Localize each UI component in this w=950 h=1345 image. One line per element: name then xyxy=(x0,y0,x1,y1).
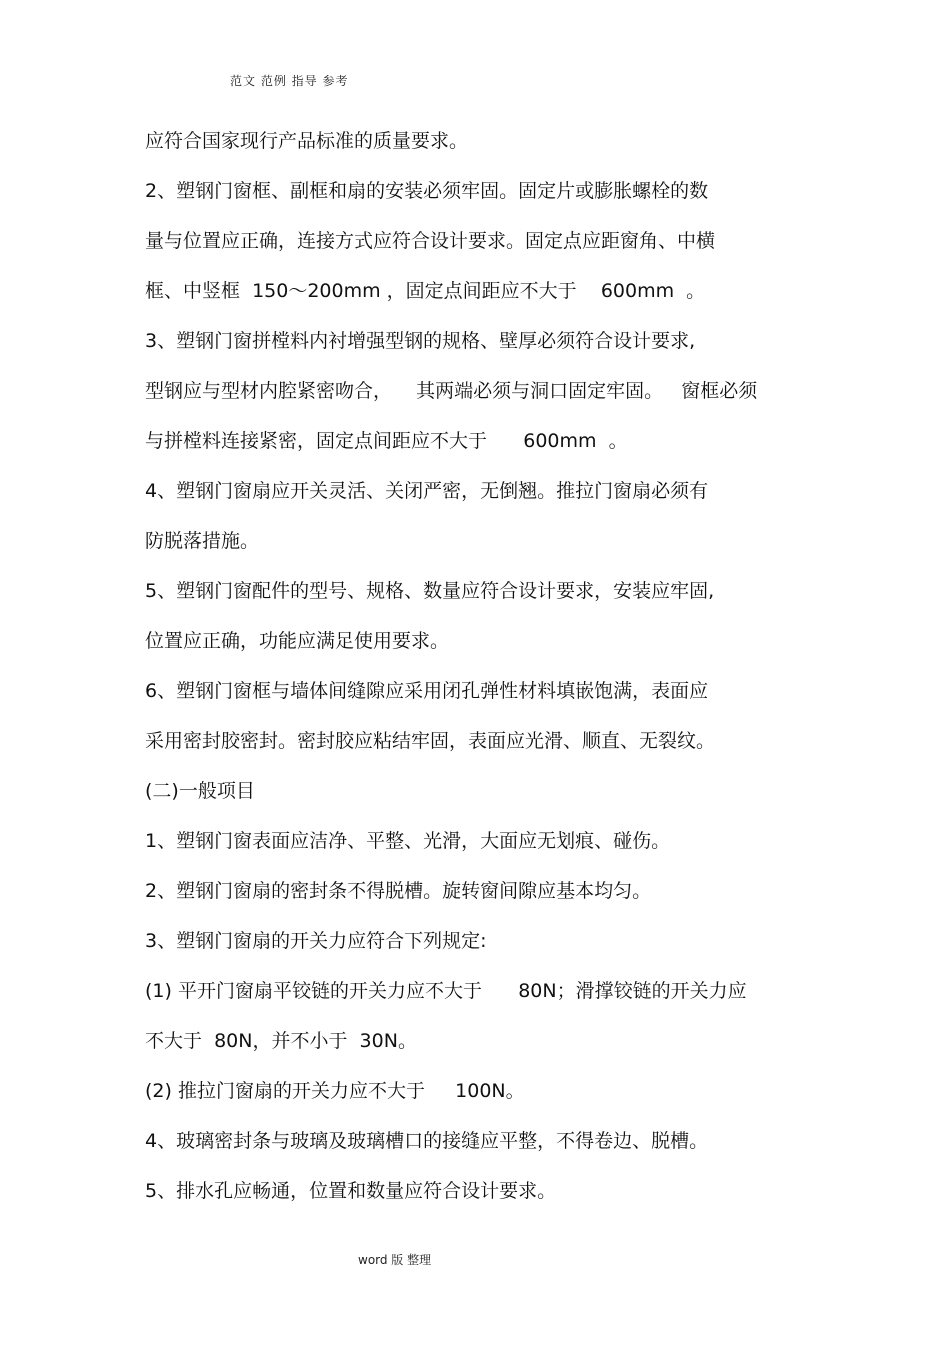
text-line: (2) 推拉门窗扇的开关力应不大于 100N。 xyxy=(145,1080,525,1102)
page-header: 范文 范例 指导 参考 xyxy=(230,74,349,88)
text-line: 位置应正确，功能应满足使用要求。 xyxy=(145,630,450,652)
text-line: 框、中竖框 150～200mm ，固定点间距应不大于 600mm 。 xyxy=(145,280,706,302)
text-line: 1、塑钢门窗表面应洁净、平整、光滑，大面应无划痕、碰伤。 xyxy=(145,830,671,852)
text-line: 4、玻璃密封条与玻璃及玻璃槽口的接缝应平整，不得卷边、脱槽。 xyxy=(145,1130,709,1152)
text-line: 5、排水孔应畅通，位置和数量应符合设计要求。 xyxy=(145,1180,557,1202)
text-line: 3、塑钢门窗拼樘料内衬增强型钢的规格、壁厚必须符合设计要求, xyxy=(145,330,696,352)
text-line: 与拼樘料连接紧密，固定点间距应不大于 600mm 。 xyxy=(145,430,628,452)
text-line: 3、塑钢门窗扇的开关力应符合下列规定: xyxy=(145,930,487,952)
section-heading: (二)一般项目 xyxy=(145,780,255,802)
text-line: 量与位置应正确，连接方式应符合设计要求。固定点应距窗角、中横 xyxy=(145,230,716,252)
text-line: 采用密封胶密封。密封胶应粘结牢固，表面应光滑、顺直、无裂纹。 xyxy=(145,730,716,752)
text-line: 4、塑钢门窗扇应开关灵活、关闭严密，无倒翘。推拉门窗扇必须有 xyxy=(145,480,709,502)
text-line: 型钢应与型材内腔紧密吻合， 其两端必须与洞口固定牢固。 窗框必须 xyxy=(145,380,758,402)
text-line: 2、塑钢门窗扇的密封条不得脱槽。旋转窗间隙应基本均匀。 xyxy=(145,880,652,902)
page-footer: word 版 整理 xyxy=(358,1253,432,1267)
text-line: 6、塑钢门窗框与墙体间缝隙应采用闭孔弹性材料填嵌饱满，表面应 xyxy=(145,680,709,702)
text-line: 2、塑钢门窗框、副框和扇的安装必须牢固。固定片或膨胀螺栓的数 xyxy=(145,180,709,202)
text-line: 应符合国家现行产品标准的质量要求。 xyxy=(145,130,469,152)
text-line: 不大于 80N，并不小于 30N。 xyxy=(145,1030,417,1052)
document-body xyxy=(145,128,845,1228)
text-line: (1) 平开门窗扇平铰链的开关力应不大于 80N；滑撑铰链的开关力应 xyxy=(145,980,747,1002)
text-line: 防脱落措施。 xyxy=(145,530,260,552)
text-line: 5、塑钢门窗配件的型号、规格、数量应符合设计要求，安装应牢固, xyxy=(145,580,715,602)
